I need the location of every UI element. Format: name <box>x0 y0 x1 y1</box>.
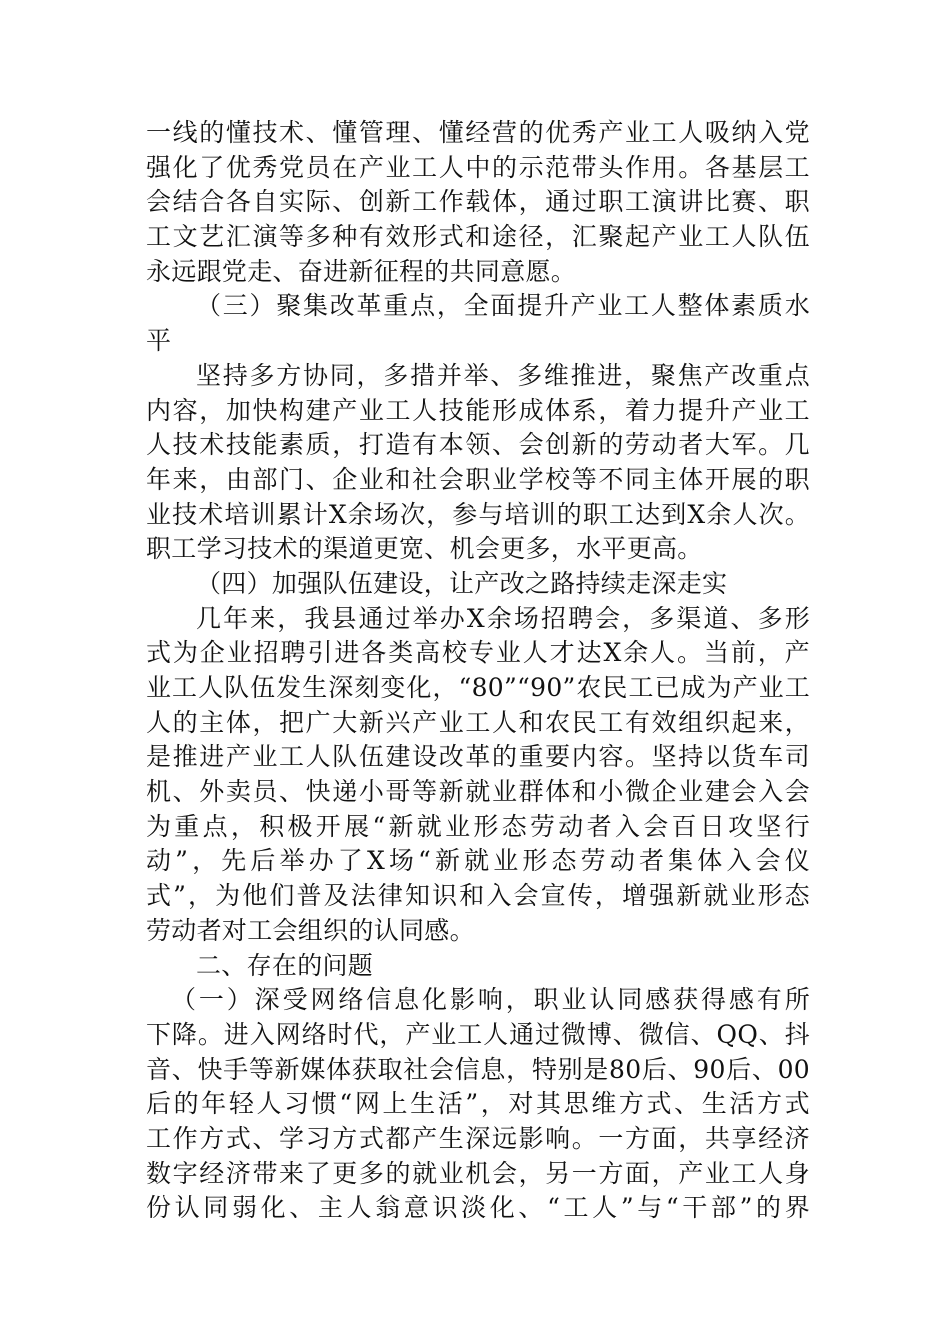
text-line: 人技术技能素质，打造有本领、会创新的劳动者大军。几 <box>146 430 810 460</box>
text-line: 业工人队伍发生深刻变化，“80”“90”农民工已成为产业工 <box>146 673 810 702</box>
document-body <box>146 116 810 1226</box>
text-line: 平 <box>146 326 172 356</box>
text-line: 工作方式、学习方式都产生深远影响。一方面，共享经济 <box>146 1123 810 1153</box>
text-line: （四）加强队伍建设，让产改之路持续走深走实 <box>196 568 728 598</box>
text-line: 动”，先后举办了X场“新就业形态劳动者集体入会仪 <box>146 846 810 876</box>
text-line: （三）聚集改革重点，全面提升产业工人整体素质水 <box>196 291 810 321</box>
text-line: 几年来，我县通过举办X余场招聘会，多渠道、多形 <box>196 603 810 633</box>
text-line: 式为企业招聘引进各类高校专业人才达X余人。当前，产 <box>146 638 810 668</box>
text-line: 二、存在的问题 <box>196 950 374 980</box>
text-line: 会结合各自实际、创新工作载体，通过职工演讲比赛、职 <box>146 187 810 217</box>
text-line: 劳动者对工会组织的认同感。 <box>146 915 475 945</box>
text-line: 式”，为他们普及法律知识和入会宣传，增强新就业形态 <box>146 881 810 911</box>
text-line: 年来，由部门、企业和社会职业学校等不同主体开展的职 <box>146 464 810 494</box>
text-line: 永远跟党走、奋进新征程的共同意愿。 <box>146 256 577 286</box>
text-line: 下降。进入网络时代，产业工人通过微博、微信、QQ、抖 <box>146 1019 810 1049</box>
text-line: 坚持多方协同，多措并举、多维推进，聚焦产改重点 <box>196 360 810 390</box>
text-line: 音、快手等新媒体获取社会信息，特别是80后、90后、00 <box>146 1054 810 1084</box>
text-line: 人的主体，把广大新兴产业工人和农民工有效组织起来， <box>146 707 810 737</box>
text-line: （一）深受网络信息化影响，职业认同感获得感有所 <box>171 985 810 1015</box>
text-line: 业技术培训累计X余场次，参与培训的职工达到X余人次。 <box>146 499 810 529</box>
text-line: 一线的懂技术、懂管理、懂经营的优秀产业工人吸纳入党 <box>146 118 810 147</box>
text-line: 职工学习技术的渠道更宽、机会更多，水平更高。 <box>146 534 703 564</box>
text-line: 为重点，积极开展“新就业形态劳动者入会百日攻坚行 <box>146 811 810 841</box>
text-line: 工文艺汇演等多种有效形式和途径，汇聚起产业工人队伍 <box>146 222 810 252</box>
text-line: 强化了优秀党员在产业工人中的示范带头作用。各基层工 <box>146 152 810 182</box>
text-line: 是推进产业工人队伍建设改革的重要内容。坚持以货车司 <box>146 742 810 772</box>
text-line: 数字经济带来了更多的就业机会，另一方面，产业工人身 <box>146 1158 810 1188</box>
text-line: 份认同弱化、主人翁意识淡化、“工人”与“干部”的界 <box>146 1193 810 1223</box>
text-line: 内容，加快构建产业工人技能形成体系，着力提升产业工 <box>146 395 810 425</box>
text-line: 机、外卖员、快递小哥等新就业群体和小微企业建会入会 <box>146 777 810 807</box>
text-line: 后的年轻人习惯“网上生活”，对其思维方式、生活方式 <box>146 1089 810 1119</box>
